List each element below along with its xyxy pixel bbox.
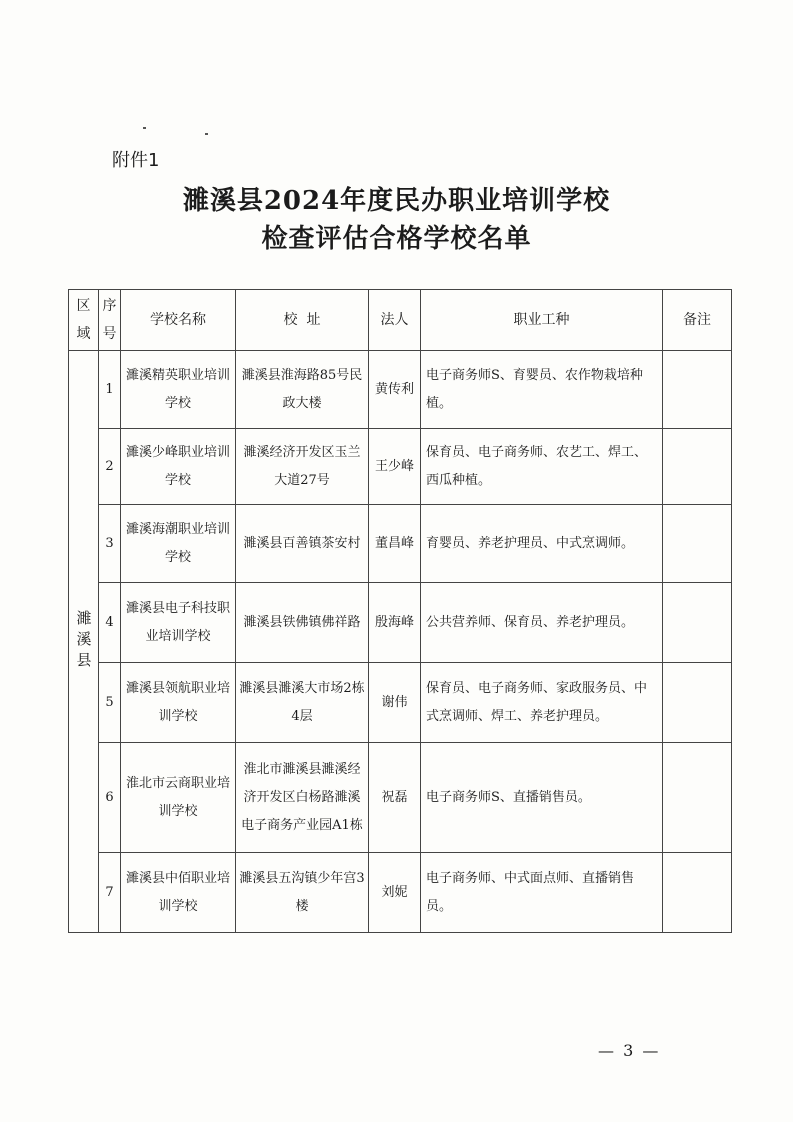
job-types-cell: 育婴员、养老护理员、中式烹调师。 xyxy=(421,505,663,583)
table-header-row xyxy=(69,290,732,351)
header-address: 校 址 xyxy=(236,290,369,351)
document-title-line1: 濉溪县2024年度民办职业培训学校 xyxy=(182,186,611,216)
school-name-cell: 淮北市云商职业培训学校 xyxy=(121,743,236,853)
address-cell: 濉溪县淮海路85号民政大楼 xyxy=(236,351,369,429)
school-name-cell: 濉溪海潮职业培训学校 xyxy=(121,505,236,583)
table-row xyxy=(69,743,732,853)
address-cell: 濉溪县濉溪大市场2栋4层 xyxy=(236,663,369,743)
seq-cell: 6 xyxy=(99,743,121,853)
address-cell: 濉溪县铁佛镇佛祥路 xyxy=(236,583,369,663)
remark-cell xyxy=(663,505,732,583)
table-row xyxy=(69,853,732,933)
school-name-cell: 濉溪县电子科技职业培训学校 xyxy=(121,583,236,663)
remark-cell xyxy=(663,663,732,743)
job-types-cell: 电子商务师、中式面点师、直播销售员。 xyxy=(421,853,663,933)
school-name-cell: 濉溪县领航职业培训学校 xyxy=(121,663,236,743)
legal-person-cell: 殷海峰 xyxy=(369,583,421,663)
seq-cell: 5 xyxy=(99,663,121,743)
header-job-types: 职业工种 xyxy=(421,290,663,351)
legal-person-cell: 王少峰 xyxy=(369,429,421,505)
document-title-line2: 检查评估合格学校名单 xyxy=(261,224,532,254)
table-row xyxy=(69,351,732,429)
header-remark: 备注 xyxy=(663,290,732,351)
legal-person-cell: 祝磊 xyxy=(369,743,421,853)
remark-cell xyxy=(663,351,732,429)
job-types-cell: 电子商务师S、育婴员、农作物栽培种植。 xyxy=(421,351,663,429)
remark-cell xyxy=(663,429,732,505)
header-school-name: 学校名称 xyxy=(121,290,236,351)
legal-person-cell: 黄传利 xyxy=(369,351,421,429)
job-types-cell: 保育员、电子商务师、家政服务员、中式烹调师、焊工、养老护理员。 xyxy=(421,663,663,743)
school-name-cell: 濉溪县中佰职业培训学校 xyxy=(121,853,236,933)
region-cell: 濉溪县 xyxy=(69,351,99,933)
header-legal-person: 法人 xyxy=(369,290,421,351)
address-cell: 濉溪经济开发区玉兰大道27号 xyxy=(236,429,369,505)
schools-table xyxy=(68,289,732,933)
seq-cell: 4 xyxy=(99,583,121,663)
header-seq: 序号 xyxy=(99,290,121,351)
legal-person-cell: 董昌峰 xyxy=(369,505,421,583)
table-row xyxy=(69,505,732,583)
page-number: — 3 — xyxy=(598,1041,661,1060)
seq-cell: 1 xyxy=(99,351,121,429)
job-types-cell: 公共营养师、保育员、养老护理员。 xyxy=(421,583,663,663)
legal-person-cell: 谢伟 xyxy=(369,663,421,743)
legal-person-cell: 刘妮 xyxy=(369,853,421,933)
attachment-label: 附件1 xyxy=(112,150,160,171)
job-types-cell: 电子商务师S、直播销售员。 xyxy=(421,743,663,853)
seq-cell: 3 xyxy=(99,505,121,583)
seq-cell: 2 xyxy=(99,429,121,505)
remark-cell xyxy=(663,853,732,933)
address-cell: 濉溪县百善镇茶安村 xyxy=(236,505,369,583)
scan-speck xyxy=(205,133,208,135)
address-cell: 淮北市濉溪县濉溪经济开发区白杨路濉溪电子商务产业园A1栋 xyxy=(236,743,369,853)
table-row xyxy=(69,663,732,743)
remark-cell xyxy=(663,743,732,853)
header-region: 区域 xyxy=(69,290,99,351)
school-name-cell: 濉溪少峰职业培训学校 xyxy=(121,429,236,505)
job-types-cell: 保育员、电子商务师、农艺工、焊工、西瓜种植。 xyxy=(421,429,663,505)
address-cell: 濉溪县五沟镇少年宫3楼 xyxy=(236,853,369,933)
scan-speck xyxy=(143,127,146,129)
school-name-cell: 濉溪精英职业培训学校 xyxy=(121,351,236,429)
table-row xyxy=(69,583,732,663)
remark-cell xyxy=(663,583,732,663)
seq-cell: 7 xyxy=(99,853,121,933)
table-row xyxy=(69,429,732,505)
